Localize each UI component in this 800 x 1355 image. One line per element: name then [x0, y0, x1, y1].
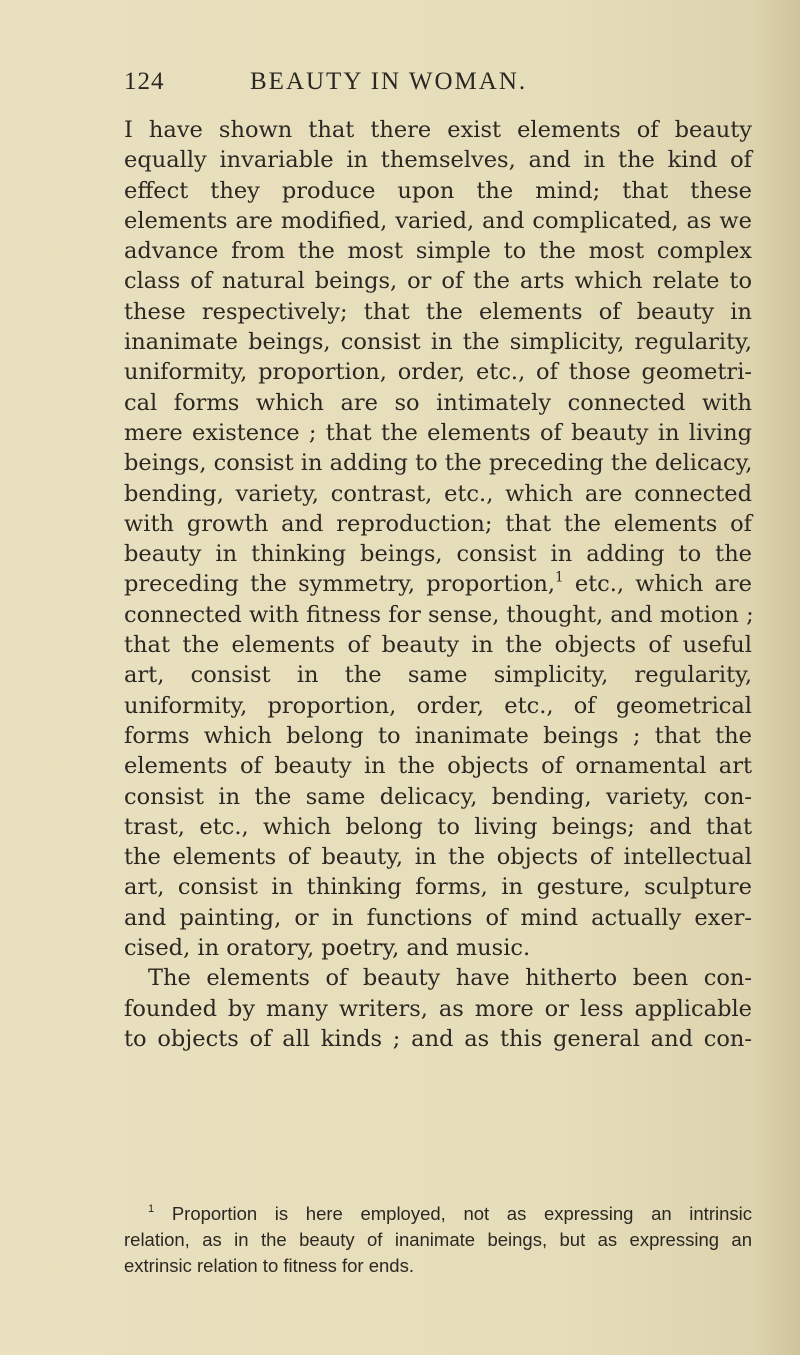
text-line: uniformity, proportion, order, etc., of geometrical: [124, 692, 752, 719]
text-line: uniformity, proportion, order, etc., of those geometri-: [124, 359, 752, 386]
text-line: advance from the most simple to the most complex: [124, 238, 752, 265]
text-line: with growth and reproduction; that the elements of: [124, 510, 752, 537]
text-line: consist in the same delicacy, bending, variety, con-: [124, 783, 752, 810]
text-line: art, consist in the same simplicity, regularity,: [124, 662, 752, 689]
running-title: BEAUTY IN WOMAN.: [250, 68, 528, 95]
text-line: elements are modified, varied, and complicated, as we: [124, 207, 752, 234]
text-line: cal forms which are so intimately connected with: [124, 389, 752, 416]
text-line: and painting, or in functions of mind actually exer-: [124, 904, 752, 931]
footnote-reference[interactable]: 1: [555, 570, 564, 587]
text-line: that the elements of beauty in the objects of useful: [124, 632, 752, 659]
text-line: these respectively; that the elements of beauty in: [124, 298, 752, 325]
text-line-start: preceding the symmetry, proportion,: [124, 571, 556, 598]
text-line-end: etc., which are: [563, 571, 752, 598]
text-line: effect they produce upon the mind; that these: [124, 177, 752, 204]
text-line: the elements of beauty, in the objects of intellectual: [124, 844, 752, 871]
text-line: art, consist in thinking forms, in gesture, sculpture: [124, 874, 752, 901]
body-text: [124, 115, 752, 1054]
text-line-with-footnote-ref: [124, 569, 752, 599]
text-line: elements of beauty in the objects of ornamental art: [124, 753, 752, 780]
footnote-line: [124, 1201, 752, 1227]
text-line: connected with fitness for sense, thought, and motion ;: [124, 601, 754, 628]
paragraph-start-line: The elements of beauty have hitherto been con-: [148, 965, 752, 992]
text-line: class of natural beings, or of the arts which relate to: [124, 268, 752, 295]
text-line: beauty in thinking beings, consist in adding to the: [124, 541, 752, 568]
text-line: bending, variety, contrast, etc., which are connected: [124, 480, 752, 507]
text-line: mere existence ; that the elements of beauty in living: [124, 419, 752, 446]
footnote: [124, 1201, 752, 1279]
text-line: founded by many writers, as more or less applicable: [124, 995, 752, 1022]
text-line: to objects of all kinds ; and as this general and con-: [124, 1025, 752, 1052]
page-number: 124: [124, 68, 165, 95]
footnote-line: relation, as in the beauty of inanimate beings, but as expressing an: [124, 1229, 752, 1250]
footnote-marker: 1: [148, 1203, 155, 1216]
running-head: [0, 68, 800, 108]
footnote-line: extrinsic relation to fitness for ends.: [124, 1255, 414, 1276]
text-line: beings, consist in adding to the preceding the delicacy,: [124, 450, 753, 477]
text-line: trast, etc., which belong to living beings; and that: [124, 813, 752, 840]
text-line: cised, in oratory, poetry, and music.: [124, 935, 531, 962]
text-line: inanimate beings, consist in the simplicity, regularity,: [124, 329, 752, 356]
footnote-text: Proportion is here employed, not as expressing an intrinsic: [171, 1203, 752, 1224]
text-line: I have shown that there exist elements of beauty: [124, 117, 752, 143]
text-line: equally invariable in themselves, and in the kind of: [124, 147, 752, 174]
text-line: forms which belong to inanimate beings ; that the: [124, 722, 752, 749]
